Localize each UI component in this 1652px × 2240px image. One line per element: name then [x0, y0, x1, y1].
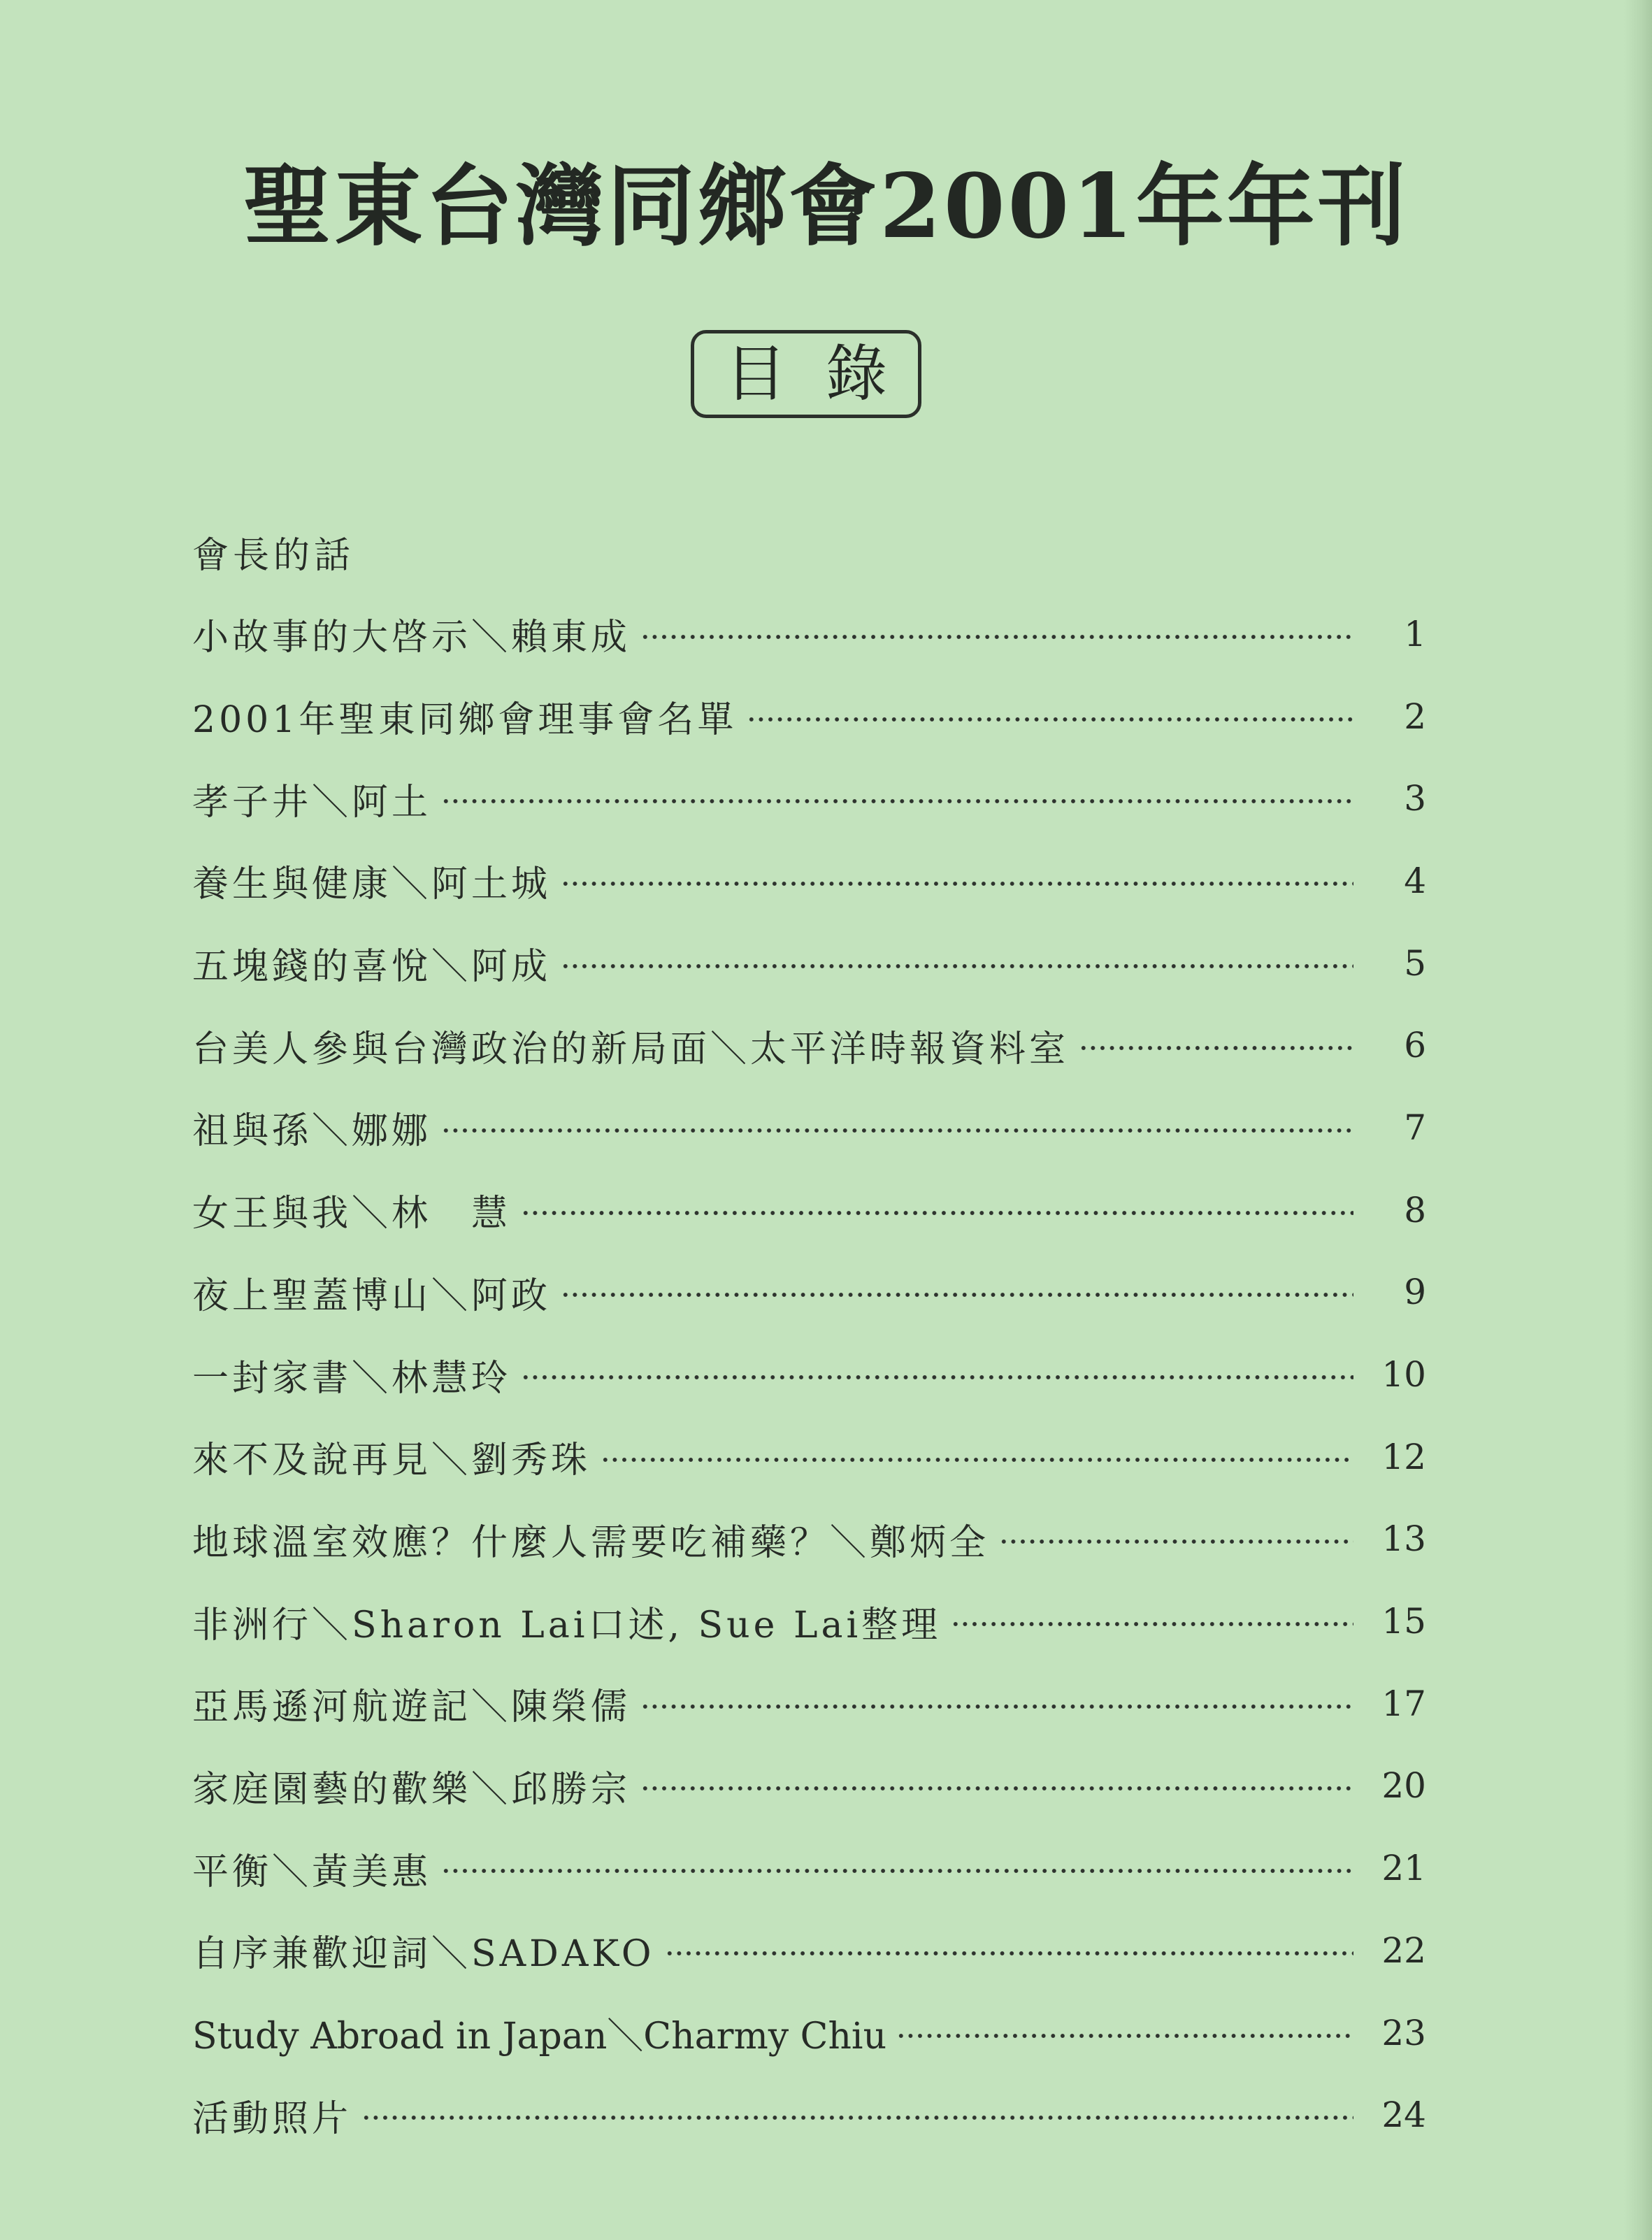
leader-dots — [665, 1950, 1353, 1957]
toc-title-box — [691, 330, 926, 418]
toc-entry — [192, 1580, 1426, 1663]
toc-entry — [192, 1663, 1426, 1745]
toc-entry — [192, 1909, 1426, 1992]
toc-entry-page: 12 — [1381, 1436, 1426, 1477]
toc-entry-title: 亞馬遜河航遊記＼陳榮儒 — [192, 1686, 631, 1729]
toc-entry-title: 夜上聖蓋博山＼阿政 — [192, 1275, 552, 1317]
toc-entry-page: 7 — [1404, 1107, 1426, 1148]
leader-dots — [640, 1703, 1353, 1710]
toc-entry-title: 活動照片 — [192, 2097, 352, 2140]
toc-heading: 會長的話 — [192, 534, 355, 577]
leader-dots — [521, 1209, 1353, 1216]
toc-entry-page: 8 — [1404, 1189, 1426, 1230]
toc-entry-page: 1 — [1404, 613, 1426, 654]
toc-entry-page: 15 — [1381, 1601, 1426, 1642]
toc-entry-title: 自序兼歡迎詞＼SADAKO — [192, 1933, 655, 1976]
toc-entry-title: 一封家書＼林慧玲 — [192, 1357, 512, 1400]
toc-entry — [192, 1169, 1426, 1251]
toc-entry — [192, 1827, 1426, 1909]
toc-entry — [192, 1992, 1426, 2074]
toc-entry — [192, 1333, 1426, 1416]
toc-entry — [192, 1416, 1426, 1498]
toc-entry — [192, 757, 1426, 840]
leader-dots — [747, 716, 1353, 723]
toc-entry-page: 10 — [1381, 1354, 1426, 1395]
leader-dots — [601, 1456, 1353, 1463]
toc-entry-page: 9 — [1404, 1272, 1426, 1313]
toc-entry-page: 24 — [1381, 2095, 1426, 2136]
leader-dots — [441, 1867, 1353, 1874]
page-title: 聖東台灣同鄉會2001年年刊 — [243, 155, 1409, 258]
toc-entry-page: 17 — [1381, 1683, 1426, 1724]
toc-entry-title: 五塊錢的喜悅＼阿成 — [192, 946, 552, 989]
toc-entry-page: 20 — [1381, 1765, 1426, 1807]
toc-entry — [192, 1086, 1426, 1169]
leader-dots — [896, 2032, 1353, 2039]
leader-dots — [999, 1538, 1353, 1545]
toc-title: 目錄 — [724, 338, 926, 410]
toc-entry-title: 祖與孫＼娜娜 — [192, 1110, 432, 1153]
toc-entry-title: 台美人參與台灣政治的新局面＼太平洋時報資料室 — [192, 1028, 1070, 1070]
toc-entry — [192, 840, 1426, 922]
toc-entry — [192, 1498, 1426, 1581]
leader-dots — [441, 1127, 1353, 1134]
leader-dots — [640, 633, 1353, 640]
toc-entry-title: 小故事的大啓示＼賴東成 — [192, 617, 631, 659]
leader-dots — [521, 1374, 1353, 1381]
toc-entry — [192, 1251, 1426, 1334]
toc-entry-page: 4 — [1404, 860, 1426, 901]
toc-entry — [192, 2074, 1426, 2156]
leader-dots — [561, 880, 1353, 887]
toc-entry-title: 家庭園藝的歡樂＼邱勝宗 — [192, 1768, 631, 1811]
toc-entry-title: 平衡＼黃美惠 — [192, 1851, 432, 1893]
leader-dots — [951, 1621, 1353, 1628]
toc-entry-title: Study Abroad in Japan＼Charmy Chiu — [192, 2016, 887, 2058]
toc-entry-title: 非洲行＼Sharon Lai口述, Sue Lai整理 — [192, 1604, 942, 1646]
toc-entry — [192, 675, 1426, 758]
toc-entry-page: 6 — [1404, 1025, 1426, 1066]
toc-entry — [192, 922, 1426, 1005]
table-of-contents — [192, 510, 1426, 2156]
toc-entry-title: 來不及說再見＼劉秀珠 — [192, 1440, 591, 1482]
toc-entry-title: 女王與我＼林 慧 — [192, 1193, 512, 1235]
toc-entry-page: 23 — [1381, 2012, 1426, 2053]
toc-entry — [192, 1745, 1426, 1828]
toc-entry-title: 孝子井＼阿土 — [192, 781, 432, 824]
toc-entry-page: 2 — [1404, 696, 1426, 737]
toc-entry-page: 13 — [1381, 1519, 1426, 1560]
leader-dots — [1079, 1044, 1353, 1051]
toc-entry-page: 21 — [1381, 1848, 1426, 1889]
page-edge-shadow — [1624, 0, 1652, 2240]
toc-entry-title: 養生與健康＼阿土城 — [192, 863, 552, 906]
toc-entry-page: 5 — [1404, 942, 1426, 984]
leader-dots — [361, 2114, 1353, 2121]
toc-entry-page: 3 — [1404, 778, 1426, 819]
toc-entry — [192, 1004, 1426, 1086]
toc-entry-title: 地球溫室效應？什麼人需要吃補藥？＼鄭炳全 — [192, 1521, 990, 1564]
toc-entry-page: 22 — [1381, 1930, 1426, 1971]
leader-dots — [561, 1291, 1353, 1298]
leader-dots — [561, 963, 1353, 970]
toc-entry — [192, 593, 1426, 675]
toc-entry-title: 2001年聖東同鄉會理事會名單 — [192, 699, 738, 742]
leader-dots — [441, 798, 1353, 805]
leader-dots — [640, 1785, 1353, 1792]
